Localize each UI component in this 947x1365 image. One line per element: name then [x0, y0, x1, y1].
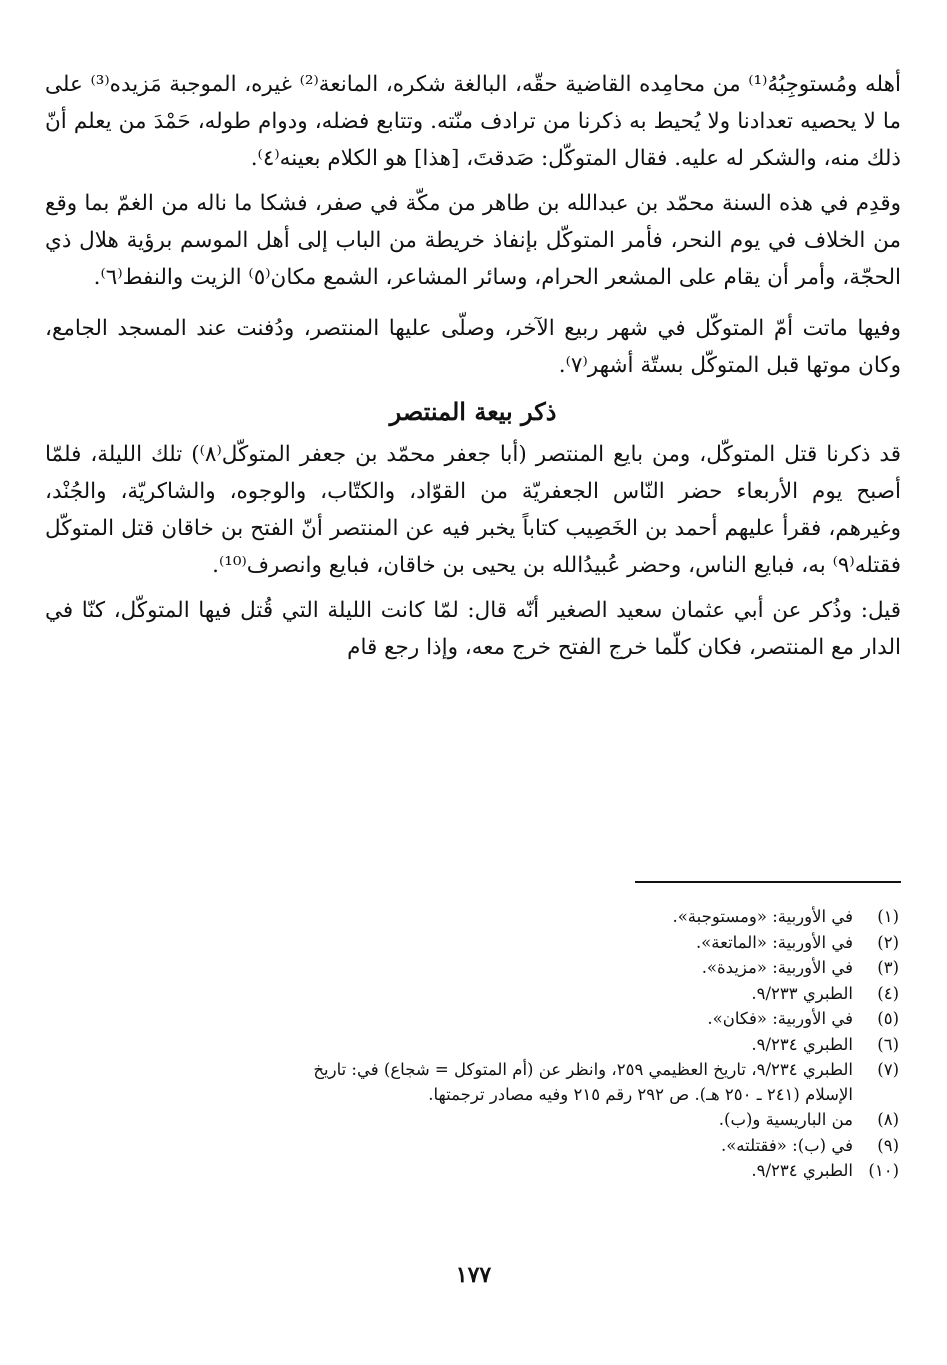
paragraph-4: قد ذكرنا قتل المتوكّل، ومن بايع المنتصر (أبا جعفر محمّد بن جعفر المتوكّل⁽٨⁾) تلك الليلة، فلمّا أصبح يوم الأربعاء حضر النّاس الجعفريّة من القوّاد، والكتّاب، والوجوه، والشاكريّة، والجُنْد، وغيرهم، فقرأ عليهم أحمد بن الخَصِيب كتاباً يخبر فيه عن المنتصر أنّ الفتح بن خاقان قتل المتوكّل فقتله⁽٩⁾ به، فبايع الناس، وحضر عُبيدُالله بن يحيى بن خاقان، فبايع وانصرف⁽¹⁰⁾. — [45, 442, 901, 578]
footnote-item — [279, 1058, 899, 1107]
footnote-text: في الأوربية: «الماتعة». — [695, 932, 853, 952]
footnote-item — [279, 1108, 899, 1133]
paragraph-3: وفيها ماتت أمّ المتوكّل في شهر ربيع الآخر، وصلّى عليها المنتصر، ودُفنت عند المسجد الجامع، وكان موتها قبل المتوكّل بستّة أشهر⁽٧⁾. — [45, 316, 901, 378]
paragraph-1: أهله ومُستوجِبُهُ⁽¹⁾ من محامِده القاضية حقّه، البالغة شكره، المانعة⁽²⁾ غيره، الموجبة مَزيده⁽³⁾ على ما لا يحصيه تعدادنا ولا يُحيط به ذكرنا من ترادف منّته. وتتابع فضله، ودوام طوله، حَمْدَ من يعلم أنّ ذلك منه، والشكر له عليه. فقال المتوكّل: صَدقتَ، [هذا] هو الكلام بعينه⁽٤⁾. — [45, 72, 901, 171]
footnote-text: الطبري ٩/٢٣٣. — [751, 983, 853, 1003]
footnote-text: الطبري ٩/٢٣٤، تاريخ العظيمي ٢٥٩، وانظر عن (أم المتوكل = شجاع) في: تاريخ الإسلام (٢٤١ ـ ٢٥٠ هـ). ص ٢٩٢ رقم ٢١٥ وفيه مصادر ترجمتها. — [313, 1060, 853, 1104]
page-number: ١٧٧ — [455, 1262, 492, 1288]
footnote-number: (١) — [877, 907, 899, 926]
footnote-text: من الباريسية و(ب). — [718, 1110, 853, 1129]
footnote-text: في الأوربية: «مزيدة». — [701, 958, 853, 977]
footnote-number: (٣) — [877, 958, 899, 977]
footnote-item — [279, 982, 899, 1007]
footnote-number: (٢) — [877, 932, 899, 952]
footnote-number: (٥) — [877, 1009, 899, 1028]
footnote-number: (٨) — [877, 1110, 899, 1129]
footnote-text: الطبري ٩/٢٣٤. — [751, 1161, 853, 1180]
footnote-number: (٧) — [877, 1060, 899, 1079]
footnote-text: في الأوربية: «ومستوجبة». — [672, 907, 853, 926]
paragraph-2: وقدِم في هذه السنة محمّد بن عبدالله بن طاهر من مكّة في صفر، فشكا ما ناله من الغمّ بما وقع من الخلاف في يوم النحر، فأمر المتوكّل بإنفاذ خريطة من الباب إلى أهل الموسم برؤية هلال ذي الحجّة، وأمر أن يقام على المشعر الحرام، وسائر المشاعر، الشمع مكان⁽٥⁾ الزيت والنفط⁽٦⁾. — [45, 191, 901, 290]
footnote-item — [279, 1033, 899, 1058]
footnote-number: (٩) — [877, 1135, 899, 1155]
footnote-item — [279, 931, 899, 956]
footnote-number: (٤) — [877, 983, 899, 1003]
footnote-text: في الأوربية: «فكان». — [707, 1009, 853, 1028]
footnote-separator — [635, 881, 901, 883]
footnote-item — [279, 905, 899, 930]
footnote-text: الطبري ٩/٢٣٤. — [751, 1034, 853, 1054]
section-heading: ذكر بيعة المنتصر — [389, 397, 557, 426]
footnote-item — [279, 1134, 899, 1159]
footnote-item — [279, 956, 899, 981]
footnote-number: (٦) — [877, 1034, 899, 1054]
footnote-number: (١٠) — [868, 1161, 899, 1180]
footnotes — [279, 905, 899, 1185]
main-text — [45, 66, 901, 666]
footnote-text: في (ب): «فقتلته». — [720, 1135, 853, 1155]
paragraph-5: قيل: وذُكر عن أبي عثمان سعيد الصغير أنّه قال: لمّا كانت الليلة التي قُتل فيها المتوكّل، كنّا في الدار مع المنتصر، فكان كلّما خرج الفتح خرج معه، وإذا رجع قام — [45, 598, 901, 660]
footnote-item — [279, 1159, 899, 1184]
footnote-item — [279, 1007, 899, 1032]
